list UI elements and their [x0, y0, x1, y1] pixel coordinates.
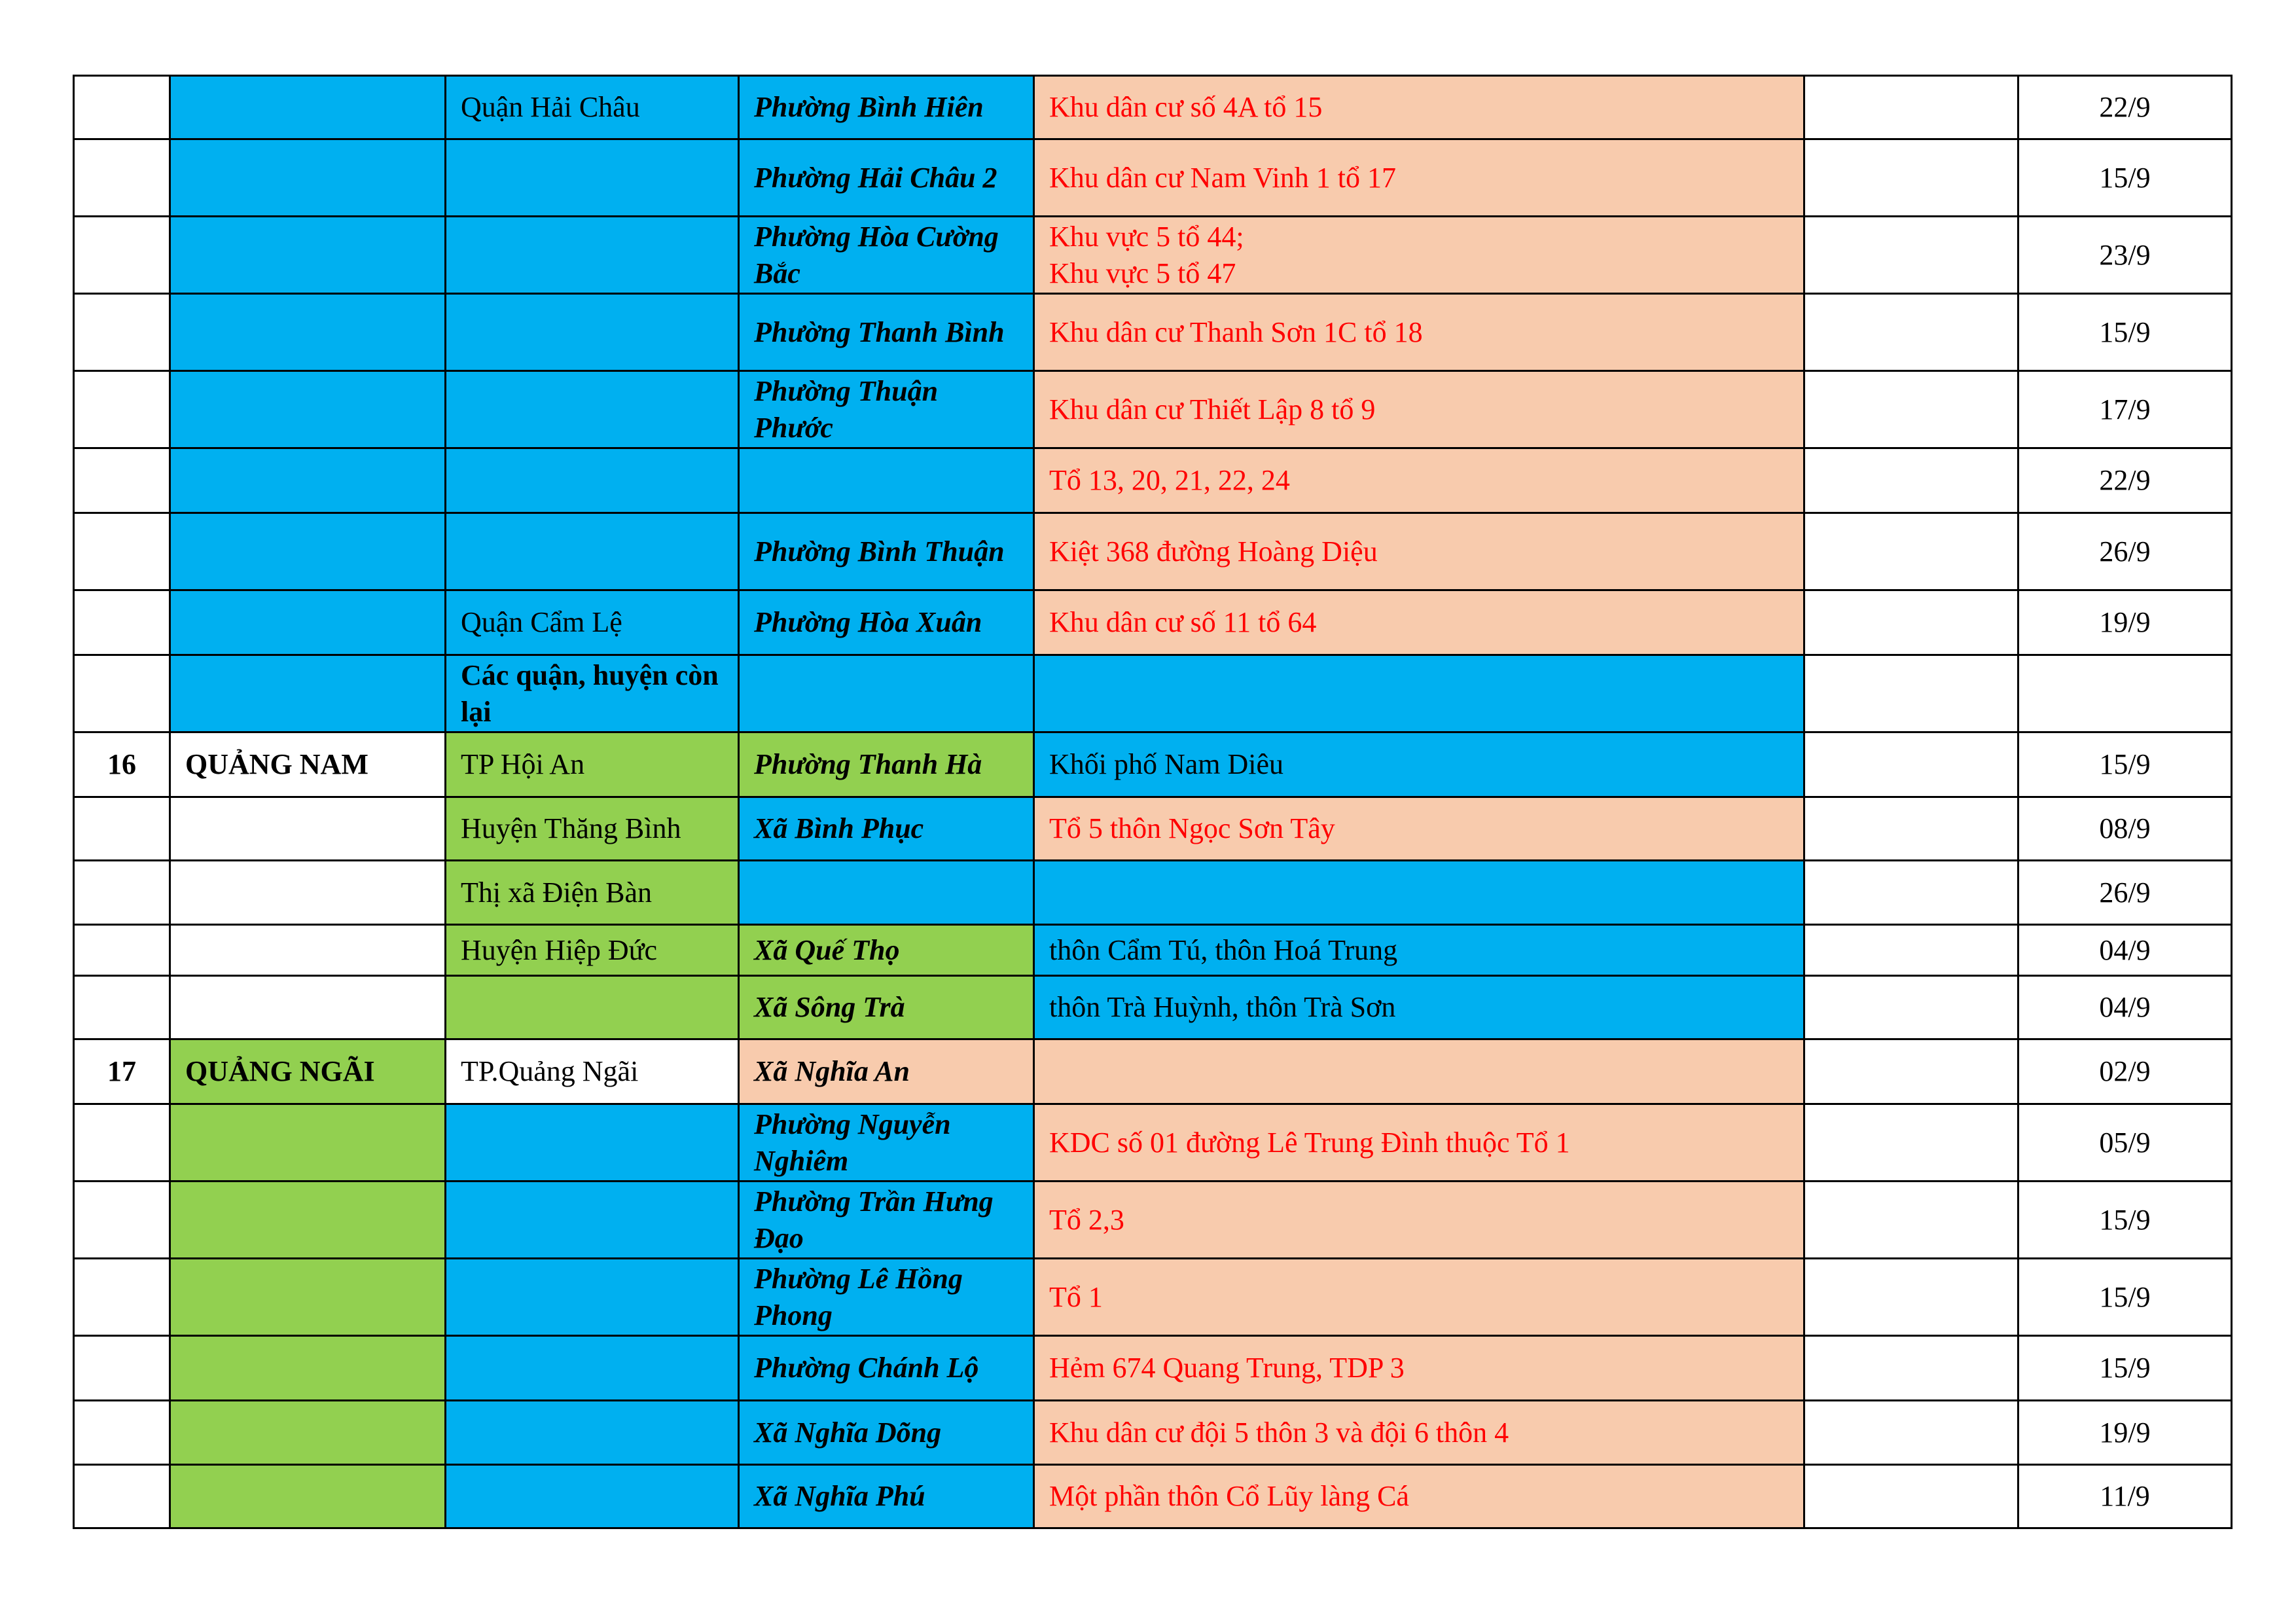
cell-stt: [74, 217, 170, 294]
cell-note: [1804, 371, 2018, 448]
cell-stt: [74, 1401, 170, 1465]
table-row: [74, 590, 2232, 655]
cell-note: [1804, 925, 2018, 976]
cell-district: Quận Hải Châu: [446, 76, 739, 139]
cell-ward: Xã Nghĩa Dõng: [739, 1401, 1034, 1465]
cell-stt: [74, 294, 170, 371]
cell-note: [1804, 513, 2018, 590]
area-line: thôn Trà Huỳnh, thôn Trà Sơn: [1049, 991, 1396, 1023]
area-line: Khu dân cư Nam Vinh 1 tổ 17: [1049, 161, 1396, 194]
table-row: [74, 448, 2232, 513]
cell-note: [1804, 76, 2018, 139]
table-row: [74, 1401, 2232, 1465]
cell-district: [446, 1104, 739, 1182]
cell-province: [170, 1336, 446, 1401]
area-line: Khu dân cư số 11 tổ 64: [1049, 606, 1317, 638]
table-row: [74, 861, 2232, 925]
cell-ward: Xã Quế Thọ: [739, 925, 1034, 976]
cell-note: [1804, 1182, 2018, 1259]
cell-area: [1034, 732, 1804, 797]
table-row: [74, 655, 2232, 732]
table-row: [74, 1465, 2232, 1528]
cell-date: 19/9: [2018, 1401, 2232, 1465]
table-row: [74, 76, 2232, 139]
cell-stt: [74, 139, 170, 217]
cell-date: 22/9: [2018, 76, 2232, 139]
area-line: Tổ 2,3: [1049, 1203, 1124, 1236]
cell-ward: Xã Nghĩa An: [739, 1039, 1034, 1104]
cell-ward: Xã Bình Phục: [739, 797, 1034, 861]
cell-date: 11/9: [2018, 1465, 2232, 1528]
cell-area: [1034, 294, 1804, 371]
cell-district: Các quận, huyện còn lại: [446, 655, 739, 732]
table-row: [74, 371, 2232, 448]
cell-district: [446, 139, 739, 217]
cell-stt: [74, 1336, 170, 1401]
cell-province: [170, 861, 446, 925]
area-line: KDC số 01 đường Lê Trung Đình thuộc Tổ 1: [1049, 1126, 1570, 1159]
cell-area: [1034, 925, 1804, 976]
cell-district: [446, 1465, 739, 1528]
cell-area: [1034, 371, 1804, 448]
cell-area: [1034, 139, 1804, 217]
area-line: Tổ 1: [1049, 1280, 1103, 1313]
cell-note: [1804, 1259, 2018, 1336]
cell-area: [1034, 797, 1804, 861]
table-row: [74, 513, 2232, 590]
area-line: Khu vực 5 tổ 44;: [1049, 220, 1244, 253]
cell-area: [1034, 1336, 1804, 1401]
table-row: [74, 1104, 2232, 1182]
cell-ward: Phường Nguyễn Nghiêm: [739, 1104, 1034, 1182]
cell-province: [170, 139, 446, 217]
area-line: Tổ 13, 20, 21, 22, 24: [1049, 464, 1290, 496]
cell-date: 19/9: [2018, 590, 2232, 655]
cell-note: [1804, 976, 2018, 1039]
cell-province: [170, 976, 446, 1039]
cell-note: [1804, 139, 2018, 217]
cell-stt: 16: [74, 732, 170, 797]
cell-province: [170, 371, 446, 448]
cell-date: 15/9: [2018, 1336, 2232, 1401]
cell-district: [446, 448, 739, 513]
table-row: [74, 732, 2232, 797]
cell-note: [1804, 732, 2018, 797]
cell-area: [1034, 861, 1804, 925]
cell-area: [1034, 1401, 1804, 1465]
table-row: [74, 139, 2232, 217]
cell-date: 15/9: [2018, 1259, 2232, 1336]
cell-note: [1804, 1104, 2018, 1182]
cell-date: 08/9: [2018, 797, 2232, 861]
cell-stt: [74, 1465, 170, 1528]
area-line: Khu dân cư đội 5 thôn 3 và đội 6 thôn 4: [1049, 1416, 1509, 1449]
table-row: [74, 925, 2232, 976]
cell-ward: Xã Nghĩa Phú: [739, 1465, 1034, 1528]
cell-stt: [74, 925, 170, 976]
cell-province: QUẢNG NGÃI: [170, 1039, 446, 1104]
cell-date: 15/9: [2018, 139, 2232, 217]
cell-ward: [739, 448, 1034, 513]
cell-province: [170, 590, 446, 655]
table-row: [74, 1039, 2232, 1104]
cell-ward: Phường Bình Thuận: [739, 513, 1034, 590]
cell-province: [170, 1401, 446, 1465]
area-line: Hẻm 674 Quang Trung, TDP 3: [1049, 1352, 1405, 1384]
table-row: [74, 1182, 2232, 1259]
area-line: Khu vực 5 tổ 47: [1049, 257, 1236, 289]
cell-area: [1034, 217, 1804, 294]
cell-stt: 17: [74, 1039, 170, 1104]
cell-province: [170, 655, 446, 732]
cell-date: 04/9: [2018, 976, 2232, 1039]
cell-stt: [74, 976, 170, 1039]
cell-district: [446, 217, 739, 294]
cell-ward: Phường Thanh Bình: [739, 294, 1034, 371]
cell-district: [446, 1336, 739, 1401]
cell-province: [170, 513, 446, 590]
cell-date: 15/9: [2018, 294, 2232, 371]
area-line: thôn Cẩm Tú, thôn Hoá Trung: [1049, 933, 1398, 966]
cell-area: [1034, 590, 1804, 655]
cell-district: TP Hội An: [446, 732, 739, 797]
cell-date: 22/9: [2018, 448, 2232, 513]
cell-area: [1034, 1259, 1804, 1336]
cell-stt: [74, 513, 170, 590]
cell-note: [1804, 1465, 2018, 1528]
cell-stt: [74, 590, 170, 655]
cell-note: [1804, 1401, 2018, 1465]
cell-ward: Phường Hải Châu 2: [739, 139, 1034, 217]
cell-province: [170, 1259, 446, 1336]
cell-area: [1034, 1182, 1804, 1259]
cell-ward: Phường Thanh Hà: [739, 732, 1034, 797]
cell-district: [446, 513, 739, 590]
cell-district: [446, 1259, 739, 1336]
cell-stt: [74, 448, 170, 513]
cell-stt: [74, 1259, 170, 1336]
cell-date: 17/9: [2018, 371, 2232, 448]
cell-district: [446, 1401, 739, 1465]
cell-province: [170, 797, 446, 861]
cell-date: 04/9: [2018, 925, 2232, 976]
cell-date: 02/9: [2018, 1039, 2232, 1104]
cell-note: [1804, 797, 2018, 861]
cell-note: [1804, 1336, 2018, 1401]
cell-province: [170, 294, 446, 371]
table-body: [74, 76, 2232, 1528]
cell-district: Quận Cẩm Lệ: [446, 590, 739, 655]
cell-district: [446, 1182, 739, 1259]
cell-ward: [739, 861, 1034, 925]
cell-ward: Phường Lê Hồng Phong: [739, 1259, 1034, 1336]
cell-ward: Phường Hòa Cường Bắc: [739, 217, 1034, 294]
cell-area: [1034, 1039, 1804, 1104]
cell-note: [1804, 217, 2018, 294]
cell-stt: [74, 1182, 170, 1259]
cell-date: 15/9: [2018, 1182, 2232, 1259]
cell-district: TP.Quảng Ngãi: [446, 1039, 739, 1104]
cell-date: [2018, 655, 2232, 732]
cell-province: [170, 448, 446, 513]
cell-note: [1804, 1039, 2018, 1104]
cell-district: Huyện Thăng Bình: [446, 797, 739, 861]
cell-province: [170, 1182, 446, 1259]
area-line: Tổ 5 thôn Ngọc Sơn Tây: [1049, 812, 1335, 844]
area-line: Một phần thôn Cổ Lũy làng Cá: [1049, 1480, 1409, 1512]
area-line: Khối phố Nam Diêu: [1049, 748, 1284, 780]
area-line: Khu dân cư Thiết Lập 8 tổ 9: [1049, 393, 1376, 425]
cell-stt: [74, 1104, 170, 1182]
cell-area: [1034, 76, 1804, 139]
cell-district: [446, 976, 739, 1039]
cell-date: 26/9: [2018, 513, 2232, 590]
cell-stt: [74, 371, 170, 448]
cell-district: [446, 371, 739, 448]
cell-date: 26/9: [2018, 861, 2232, 925]
cell-area: [1034, 1104, 1804, 1182]
cell-date: 23/9: [2018, 217, 2232, 294]
cell-ward: Phường Thuận Phước: [739, 371, 1034, 448]
cell-stt: [74, 655, 170, 732]
table-row: [74, 294, 2232, 371]
cell-area: [1034, 976, 1804, 1039]
cell-area: [1034, 655, 1804, 732]
cell-note: [1804, 294, 2018, 371]
cell-area: [1034, 513, 1804, 590]
cell-ward: Xã Sông Trà: [739, 976, 1034, 1039]
cell-province: [170, 1465, 446, 1528]
cell-date: 15/9: [2018, 732, 2232, 797]
cell-note: [1804, 655, 2018, 732]
cell-province: [170, 925, 446, 976]
cell-ward: Phường Trần Hưng Đạo: [739, 1182, 1034, 1259]
cell-stt: [74, 797, 170, 861]
area-line: Khu dân cư số 4A tổ 15: [1049, 91, 1323, 123]
outbreak-area-table: [73, 75, 2233, 1529]
cell-province: [170, 217, 446, 294]
cell-province: QUẢNG NAM: [170, 732, 446, 797]
cell-ward: Phường Hòa Xuân: [739, 590, 1034, 655]
area-line: Khu dân cư Thanh Sơn 1C tổ 18: [1049, 316, 1423, 348]
table-row: [74, 217, 2232, 294]
cell-province: [170, 76, 446, 139]
cell-ward: Phường Bình Hiên: [739, 76, 1034, 139]
table-row: [74, 797, 2232, 861]
cell-province: [170, 1104, 446, 1182]
cell-ward: Phường Chánh Lộ: [739, 1336, 1034, 1401]
area-line: Kiệt 368 đường Hoàng Diệu: [1049, 535, 1378, 568]
table-row: [74, 1336, 2232, 1401]
cell-ward: [739, 655, 1034, 732]
cell-stt: [74, 861, 170, 925]
cell-district: [446, 294, 739, 371]
cell-date: 05/9: [2018, 1104, 2232, 1182]
table-row: [74, 1259, 2232, 1336]
table-row: [74, 976, 2232, 1039]
cell-area: [1034, 1465, 1804, 1528]
cell-stt: [74, 76, 170, 139]
cell-note: [1804, 448, 2018, 513]
cell-district: Thị xã Điện Bàn: [446, 861, 739, 925]
cell-note: [1804, 590, 2018, 655]
cell-area: [1034, 448, 1804, 513]
cell-note: [1804, 861, 2018, 925]
cell-district: Huyện Hiệp Đức: [446, 925, 739, 976]
